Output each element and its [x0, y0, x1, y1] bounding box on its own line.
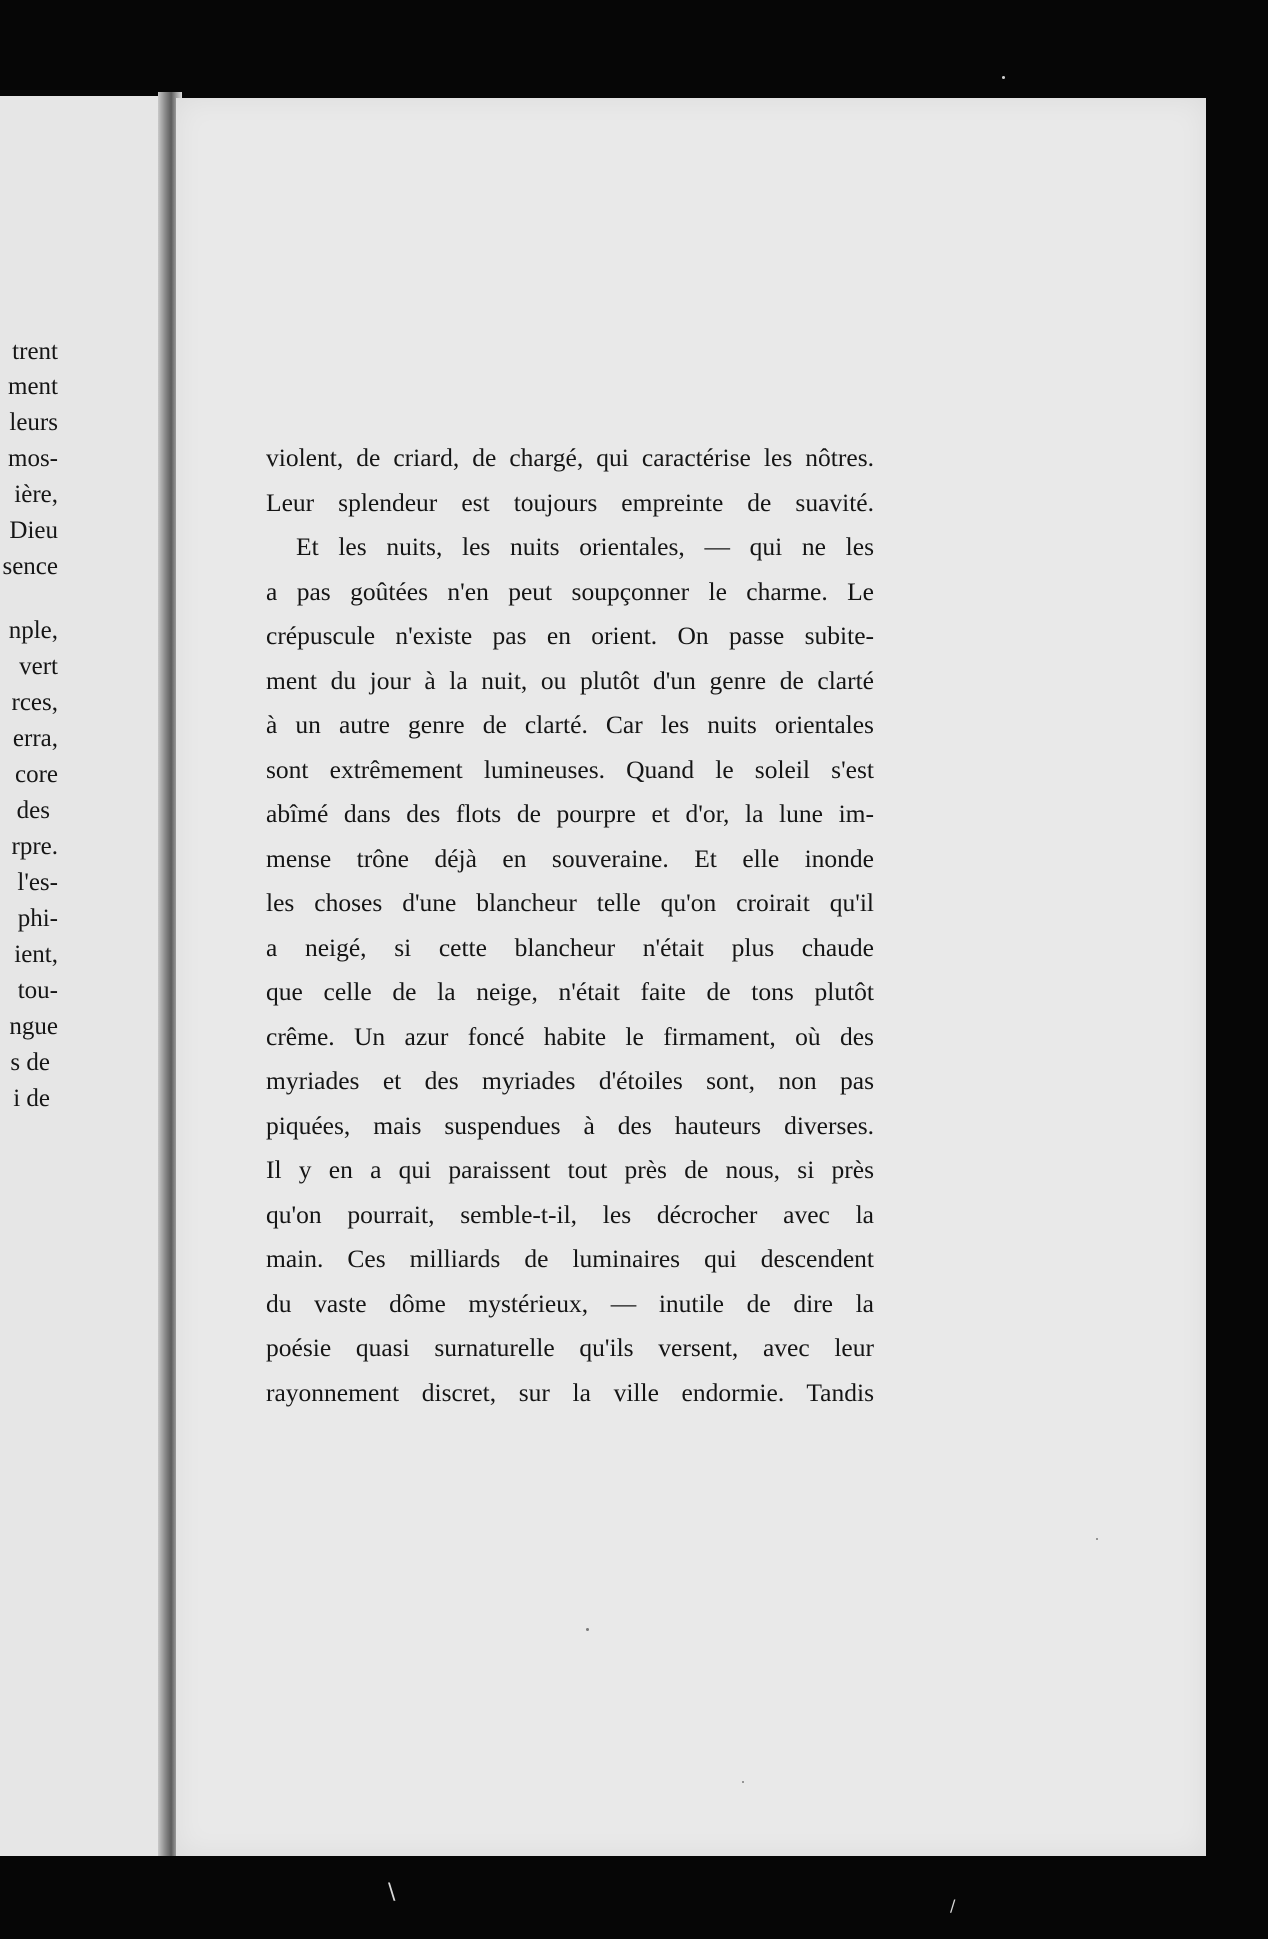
left-page-line: ient,: [14, 941, 58, 968]
text-line: mense trône déjà en souveraine. Et elle inonde: [266, 843, 874, 873]
left-page-line: leurs: [9, 409, 58, 436]
left-page-line: s de: [10, 1049, 50, 1076]
left-page-line: erra,: [12, 725, 58, 752]
body-text: [266, 436, 874, 1415]
text-line: les choses d'une blancheur telle qu'on croirait qu'il: [266, 888, 874, 917]
left-page-line: sence: [2, 553, 58, 580]
left-page-line: ngue: [9, 1013, 58, 1040]
right-page: [176, 98, 1206, 1856]
text-line: main. Ces milliards de luminaires qui descendent: [266, 1244, 874, 1273]
text-line: que celle de la neige, n'était faite de tons plutôt: [266, 977, 874, 1006]
left-page-line: Dieu: [9, 517, 58, 544]
text-line: à un autre genre de clarté. Car les nuits orientales: [266, 710, 874, 739]
text-line: du vaste dôme mystérieux, — inutile de dire la: [266, 1288, 874, 1318]
scan-artifact: \: [388, 1880, 396, 1905]
left-page-line: mos-: [8, 445, 58, 472]
left-page-line: i de: [13, 1085, 50, 1112]
left-page-line: tou-: [17, 977, 58, 1004]
text-line: crême. Un azur foncé habite le firmament, où des: [266, 1021, 874, 1051]
left-page-line: rces,: [11, 689, 58, 716]
text-line: qu'on pourrait, semble-t-il, les décrocher avec la: [266, 1199, 874, 1229]
left-page-line: rpre.: [11, 833, 58, 860]
text-line: Il y en a qui paraissent tout près de nous, si près: [266, 1155, 874, 1184]
text-line: a pas goûtées n'en peut soupçonner le charme. Le: [266, 576, 874, 606]
left-page: [0, 96, 178, 1856]
text-line: myriades et des myriades d'étoiles sont, non pas: [266, 1066, 874, 1095]
left-page-line: l'es-: [17, 869, 58, 896]
left-page-line: core: [14, 761, 58, 788]
left-page-line: des: [16, 797, 50, 824]
text-line: rayonnement discret, sur la ville endormie. Tandis: [266, 1377, 874, 1407]
left-page-line: nple,: [8, 617, 58, 644]
left-page-line: phi-: [17, 905, 58, 932]
dust-speck: [586, 1628, 589, 1631]
text-line: piquées, mais suspendues à des hauteurs diverses.: [266, 1110, 874, 1140]
text-line: a neigé, si cette blancheur n'était plus chaude: [266, 932, 874, 962]
scan-artifact: /: [950, 1896, 956, 1915]
text-line: poésie quasi surnaturelle qu'ils versent, avec leur: [266, 1333, 874, 1362]
text-line: Et les nuits, les nuits orientales, — qui ne les: [296, 532, 874, 561]
text-line: violent, de criard, de chargé, qui caractérise les nôtres.: [266, 443, 874, 472]
text-line: abîmé dans des flots de pourpre et d'or, la lune im-: [266, 799, 874, 828]
text-line: Leur splendeur est toujours empreinte de suavité.: [266, 487, 874, 517]
text-line: ment du jour à la nuit, ou plutôt d'un genre de clarté: [266, 665, 874, 695]
left-page-line: ière,: [14, 481, 58, 508]
dust-speck: [1002, 76, 1005, 79]
text-line: crépuscule n'existe pas en orient. On passe subite-: [266, 621, 874, 650]
dust-speck: [742, 1781, 744, 1783]
dust-speck: [1096, 1538, 1098, 1540]
left-page-line: vert: [19, 653, 58, 680]
left-page-line: trent: [12, 338, 58, 365]
left-page-line: ment: [8, 373, 58, 400]
text-line: sont extrêmement lumineuses. Quand le soleil s'est: [266, 754, 874, 784]
